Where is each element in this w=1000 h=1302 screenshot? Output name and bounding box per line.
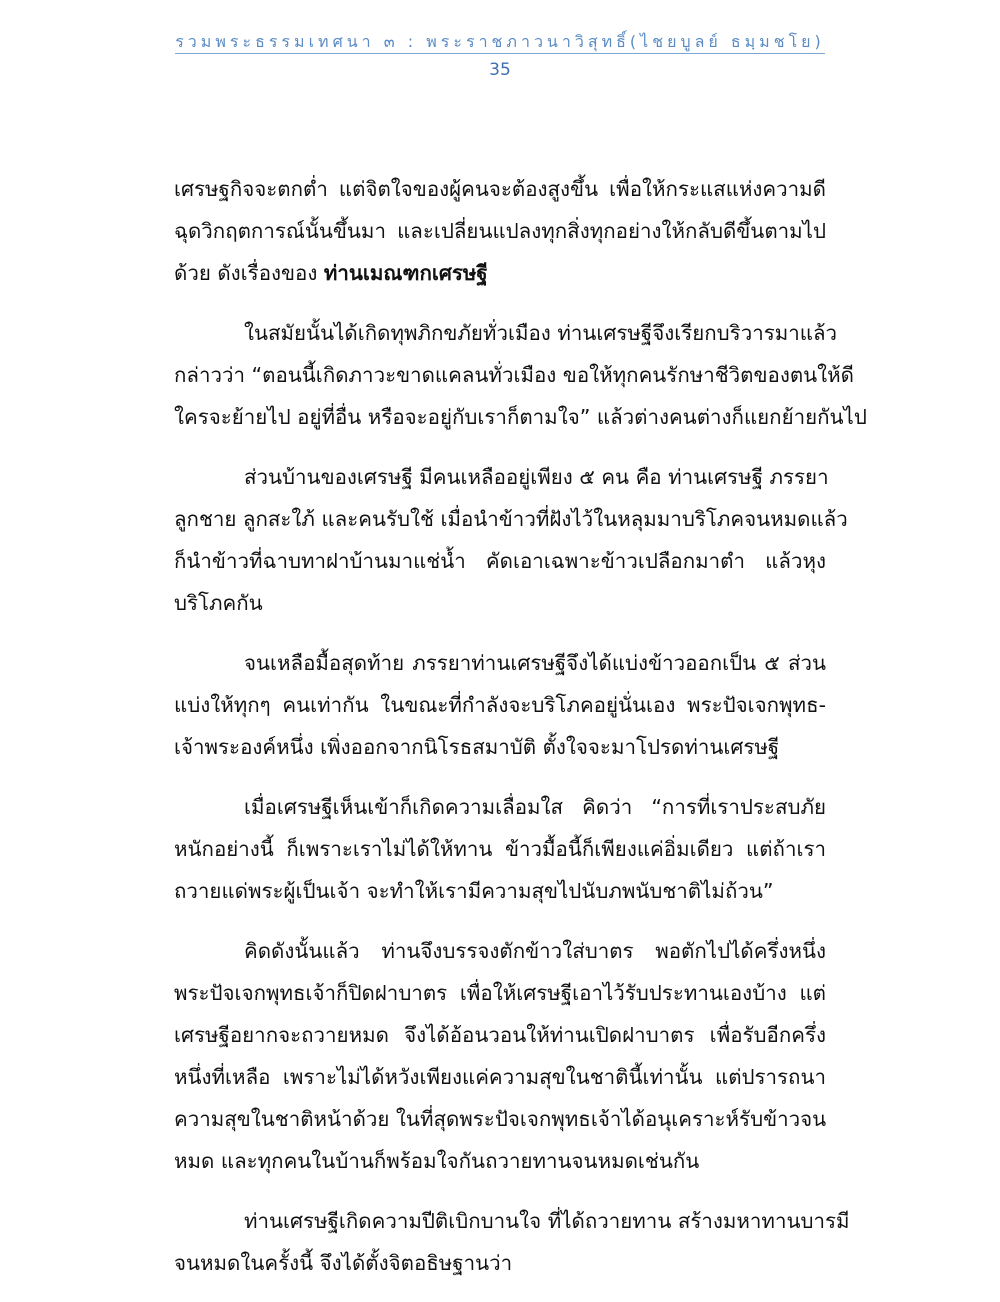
paragraph-line: เศรษฐีอยากจะถวายหมด จึงได้อ้อนวอนให้ท่านเปิดฝาบาตร เพื่อรับอีกครึ่ง — [174, 1023, 826, 1047]
paragraph-line: คิดดังนั้นแล้ว ท่านจึงบรรจงตักข้าวใส่บาตร พอตักไปได้ครึ่งหนึ่ง — [244, 939, 826, 963]
paragraph-line: จนเหลือมื้อสุดท้าย ภรรยาท่านเศรษฐีจึงได้แบ่งข้าวออกเป็น ๕ ส่วน — [244, 651, 826, 675]
paragraph-line: ลูกชาย ลูกสะใภ้ และคนรับใช้ เมื่อนำข้าวที่ฝังไว้ในหลุมมาบริโภคจนหมดแล้ว — [174, 507, 848, 531]
running-header — [0, 30, 1000, 55]
paragraph-line: กล่าวว่า “ตอนนี้เกิดภาวะขาดแคลนทั่วเมือง ขอให้ทุกคนรักษาชีวิตของตนให้ดี — [174, 363, 854, 387]
paragraph-6 — [174, 930, 826, 1182]
paragraph-line: ฉุดวิกฤตการณ์นั้นขึ้นมา และเปลี่ยนแปลงทุกสิ่งทุกอย่างให้กลับดีขึ้นตามไป — [174, 219, 826, 243]
paragraph-line: เศรษฐกิจจะตกต่ำ แต่จิตใจของผู้คนจะต้องสูงขึ้น เพื่อให้กระแสแห่งความดี — [174, 177, 826, 201]
paragraph-line: หนึ่งที่เหลือ เพราะไม่ได้หวังเพียงแค่ความสุขในชาตินี้เท่านั้น แต่ปรารถนา — [174, 1065, 826, 1089]
paragraph-line: ใครจะย้ายไป อยู่ที่อื่น หรือจะอยู่กับเราก็ตามใจ” แล้วต่างคนต่างก็แยกย้ายกันไป — [174, 405, 867, 429]
paragraph-line: ท่านเศรษฐีเกิดความปีติเบิกบานใจ ที่ได้ถวายทาน สร้างมหาทานบารมี — [244, 1209, 850, 1233]
paragraph-1 — [174, 168, 826, 294]
paragraph-line: หมด และทุกคนในบ้านก็พร้อมใจกันถวายทานจนหมดเช่นกัน — [174, 1149, 700, 1173]
paragraph-line: พระปัจเจกพุทธเจ้าก็ปิดฝาบาตร เพื่อให้เศรษฐีเอาไว้รับประทานเองบ้าง แต่ — [174, 981, 826, 1005]
paragraph-line: ก็นำข้าวที่ฉาบทาฝาบ้านมาแช่น้ำ คัดเอาเฉพาะข้าวเปลือกมาตำ แล้วหุง — [174, 549, 826, 573]
paragraph-line: เมื่อเศรษฐีเห็นเข้าก็เกิดความเลื่อมใส คิดว่า “การที่เราประสบภัย — [244, 795, 826, 819]
paragraph-line-text: ด้วย ดังเรื่องของ — [174, 261, 324, 285]
paragraph-line: จนหมดในครั้งนี้ จึงได้ตั้งจิตอธิษฐานว่า — [174, 1251, 513, 1275]
paragraph-line: หนักอย่างนี้ ก็เพราะเราไม่ได้ให้ทาน ข้าวมื้อนี้ก็เพียงแค่อิ่มเดียว แต่ถ้าเรา — [174, 837, 826, 861]
paragraph-line: ส่วนบ้านของเศรษฐี มีคนเหลืออยู่เพียง ๕ คน คือ ท่านเศรษฐี ภรรยา — [244, 465, 829, 489]
body-text — [174, 168, 867, 1302]
paragraph-7 — [174, 1200, 850, 1284]
paragraph-4 — [174, 642, 826, 768]
running-header-title: รวมพระธรรมเทศนา ๓ : พระราชภาวนาวิสุทธิ์(ไชยบูลย์ ธมฺมชโย) — [175, 32, 825, 54]
paragraph-2 — [174, 312, 867, 438]
paragraph-line: เจ้าพระองค์หนึ่ง เพิ่งออกจากนิโรธสมาบัติ ตั้งใจจะมาโปรดท่านเศรษฐี — [174, 735, 780, 759]
page-number: 35 — [489, 60, 511, 80]
paragraph-line: ถวายแด่พระผู้เป็นเจ้า จะทำให้เรามีความสุขไปนับภพนับชาติไม่ถ้วน” — [174, 879, 774, 903]
paragraph-line: ในสมัยนั้นได้เกิดทุพภิกขภัยทั่วเมือง ท่านเศรษฐีจึงเรียกบริวารมาแล้ว — [244, 321, 838, 345]
paragraph-5 — [174, 786, 826, 912]
paragraph-3 — [174, 456, 848, 624]
paragraph-line: บริโภคกัน — [174, 591, 263, 615]
paragraph-line: ความสุขในชาติหน้าด้วย ในที่สุดพระปัจเจกพุทธเจ้าได้อนุเคราะห์รับข้าวจน — [174, 1107, 827, 1131]
paragraph-line: แบ่งให้ทุกๆ คนเท่ากัน ในขณะที่กำลังจะบริโภคอยู่นั่นเอง พระปัจเจกพุทธ- — [174, 693, 826, 717]
paragraph-line — [174, 252, 826, 294]
story-title: ท่านเมณฑกเศรษฐี — [323, 261, 488, 285]
